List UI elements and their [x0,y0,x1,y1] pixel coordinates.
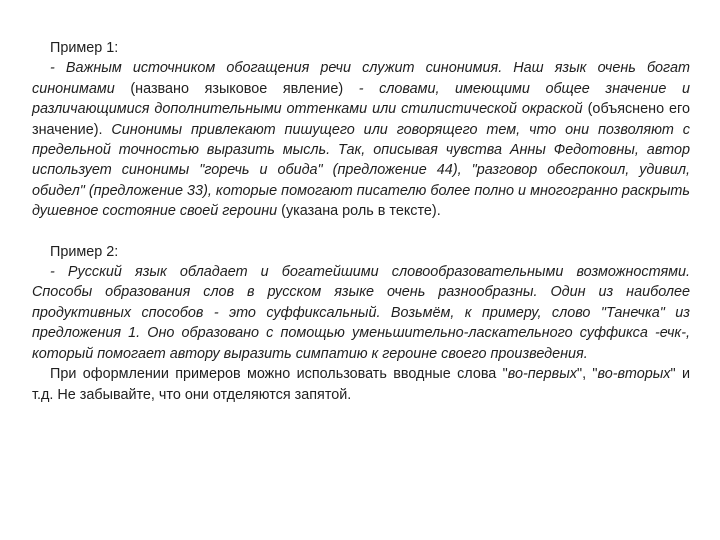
closing-text-b: ", " [576,366,598,383]
closing-text-a: При оформлении примеров можно использовать вводные слова " [50,366,508,383]
closing-text-c: " и т.д. Не забывайте, что они отделяются запятой. [32,366,690,403]
closing-paragraph [32,364,690,405]
example-2-heading: Пример 2: [50,243,119,260]
example-1-note-b: (объяснено его значение). [32,101,690,138]
example-1-paragraph [32,58,690,221]
example-1 [32,38,690,222]
closing-word-2: во-вторых [597,366,671,383]
example-1-heading: Пример 1: [50,40,119,56]
slide-content [32,38,690,405]
example-1-text-b: - словами, имеющими общее значение и различающимися дополнительными оттенками или стилистической окраской [32,80,690,118]
example-2 [32,242,690,405]
example-1-note-a: (названо языковое явление) [114,80,359,97]
example-2-paragraph: - Русский язык обладает и богатейшими словообразовательными возможностями. Способы образования слов в русском языке очень разнообразны. Один из наиболее продуктивных способов - это суффиксальный. Возьмём, к примеру, слово "Танечка" из предложения 1. Оно образовано с помощью уменьшительно-ласкательного суффикса -ечк-, который помогает автору выразить симпатию к героине своего произведения. [32,264,690,362]
closing-word-1: во-первых [507,366,577,383]
example-1-text-c: Синонимы привлекают пишущего или говорящего тем, что они позволяют с предельной точностью выразить мысль. Так, описывая чувства Анны Федотовны, автор использует синонимы "горечь и обида" (предложение 44), "разговор обеспокоил, удивил, обидел" (предложение 33), которые помогают писателю более полно и многогранно раскрыть душевное состояние своей героини [32,121,690,220]
example-1-text-a: - Важным источником обогащения речи служит синонимия. Наш язык очень богат синонимами [32,60,690,97]
example-1-note-c: (указана роль в тексте). [277,203,441,220]
